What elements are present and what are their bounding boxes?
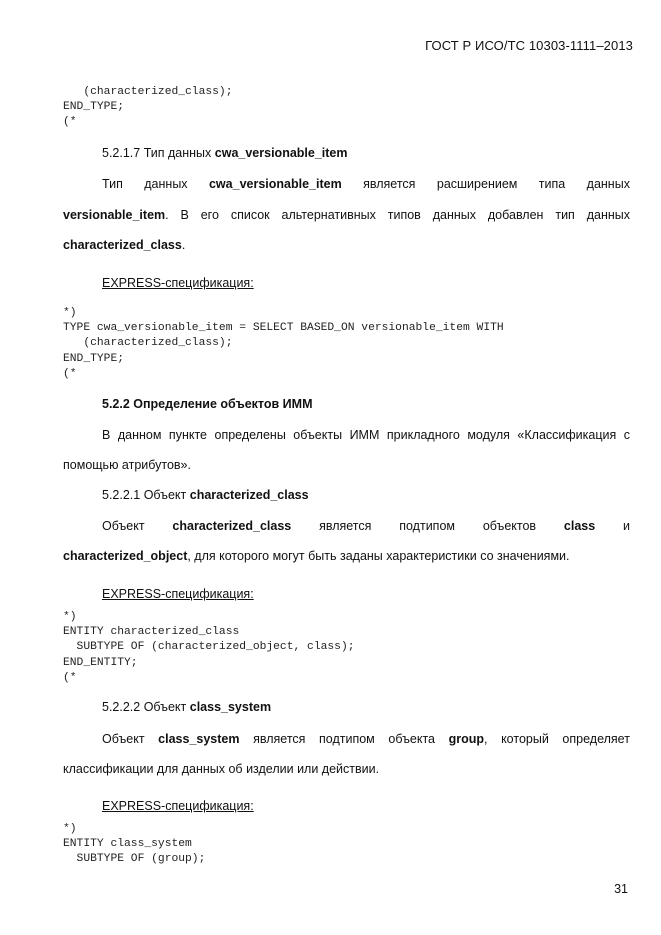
text: является	[363, 177, 416, 191]
heading-bold: characterized_class	[189, 488, 309, 502]
express-label: EXPRESS-спецификация:	[102, 276, 254, 290]
section-heading-5222	[102, 700, 271, 714]
heading-prefix: 5.2.2.2 Объект	[102, 700, 190, 714]
text: определяет	[562, 732, 630, 746]
code-block-5221: *) ENTITY characterized_class SUBTYPE OF (characterized_object, class); END_ENTITY; (*	[63, 611, 355, 684]
text: является	[253, 732, 306, 746]
text: данных	[586, 177, 630, 191]
heading-bold: cwa_versionable_item	[214, 146, 348, 160]
code-block-5217: *) TYPE cwa_versionable_item = SELECT BASED_ON versionable_item WITH (characterized_class); END_TYPE; (*	[63, 307, 504, 380]
text: . В его список альтернативных типов данных добавлен тип данных	[165, 208, 630, 222]
express-label: EXPRESS-спецификация:	[102, 799, 254, 813]
paragraph-522-line2: помощью атрибутов».	[63, 458, 191, 472]
section-heading-5217	[102, 146, 348, 160]
heading-prefix: 5.2.1.7 Тип данных	[102, 146, 215, 160]
text: подтипом	[399, 519, 455, 533]
text: является	[319, 519, 372, 533]
heading-prefix: 5.2.2.1 Объект	[102, 488, 190, 502]
page-number: 31	[614, 882, 628, 896]
term: characterized_class	[172, 519, 292, 533]
express-label: EXPRESS-спецификация:	[102, 587, 254, 601]
code-block-top: (characterized_class); END_TYPE; (*	[63, 86, 233, 129]
text: типа	[538, 177, 566, 191]
code-block-5222: *) ENTITY class_system SUBTYPE OF (group);	[63, 823, 206, 866]
section-heading-5221	[102, 488, 309, 502]
heading-bold: 5.2.2 Определение объектов ИММ	[102, 397, 313, 411]
term: class	[563, 519, 596, 533]
paragraph-5222-line2: классификации для данных об изделии или действии.	[63, 762, 380, 776]
text: Тип	[102, 177, 123, 191]
text: , для которого могут быть заданы характеристики со значениями.	[187, 549, 570, 563]
text: подтипом	[319, 732, 375, 746]
text: объектов	[482, 519, 537, 533]
term: cwa_versionable_item	[208, 177, 342, 191]
term: versionable_item	[63, 208, 166, 222]
term: characterized_object	[63, 549, 188, 563]
paragraph-5221-line2	[63, 541, 630, 572]
text: ,	[484, 732, 488, 746]
heading-bold: class_system	[189, 700, 272, 714]
term: group	[448, 732, 484, 746]
text: расширением	[436, 177, 518, 191]
paragraph-5221-line1	[102, 511, 630, 542]
term: class_system	[158, 732, 240, 746]
text: и	[623, 519, 630, 533]
paragraph-5217-line3	[63, 230, 630, 261]
text: который	[501, 732, 549, 746]
section-heading-522	[102, 397, 312, 411]
term: characterized_class	[63, 238, 182, 252]
paragraph-5222-line1	[102, 724, 630, 755]
paragraph-5217-line1	[102, 169, 630, 200]
text: данных	[144, 177, 188, 191]
paragraph-522-line1: В данном пункте определены объекты ИММ прикладного модуля «Классификация с	[102, 428, 630, 442]
text: Объект	[102, 732, 145, 746]
text: .	[181, 238, 186, 252]
text: объекта	[388, 732, 435, 746]
text: Объект	[102, 519, 145, 533]
paragraph-5217-line2	[63, 200, 630, 231]
document-header: ГОСТ Р ИСО/ТС 10303-1111–2013	[425, 38, 633, 53]
